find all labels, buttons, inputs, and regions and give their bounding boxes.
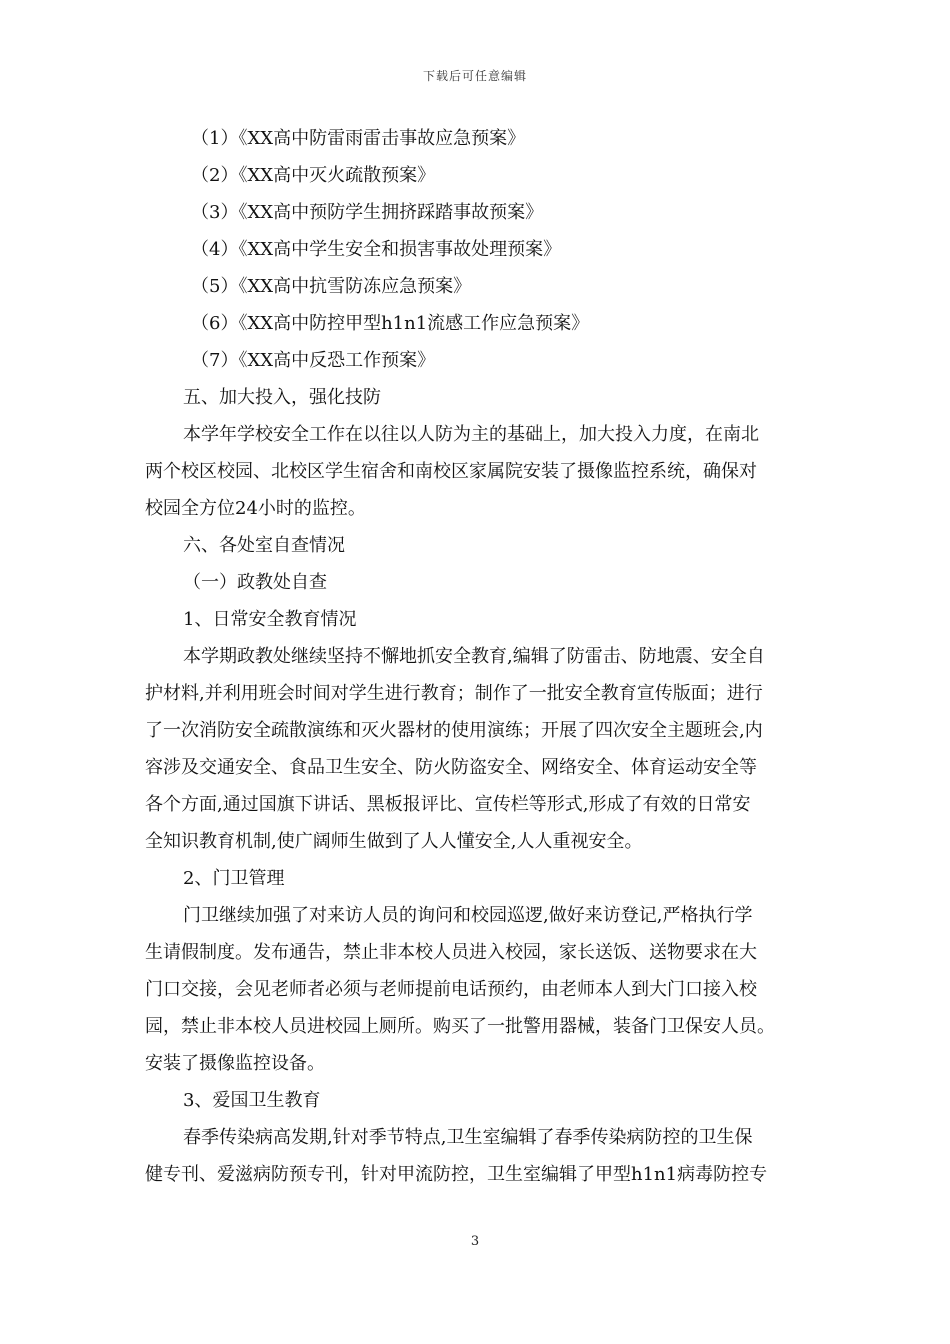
document-body xyxy=(145,120,807,1193)
list-item: （1）《XX高中防雷雨雷击事故应急预案》 xyxy=(191,128,526,149)
paragraph-line: 护材料,并利用班会时间对学生进行教育；制作了一批安全教育宣传版面；进行 xyxy=(145,683,763,704)
list-item: （3）《XX高中预防学生拥挤踩踏事故预案》 xyxy=(191,202,544,223)
paragraph-line: 全知识教育机制,使广阔师生做到了人人懂安全,人人重视安全。 xyxy=(145,831,643,852)
paragraph-line: 了一次消防安全疏散演练和灭火器材的使用演练；开展了四次安全主题班会,内 xyxy=(145,720,763,741)
paragraph xyxy=(145,638,807,860)
paragraph-line: 校园全方位24小时的监控。 xyxy=(145,498,366,519)
sub-heading: （一）政教处自查 xyxy=(183,572,327,593)
paragraph-line: 两个校区校园、北校区学生宿舍和南校区家属院安装了摄像监控系统，确保对 xyxy=(145,461,757,482)
list-item: （5）《XX高中抗雪防冻应急预案》 xyxy=(191,276,472,297)
section-heading: 五、加大投入，强化技防 xyxy=(183,387,381,408)
list-item: （4）《XX高中学生安全和损害事故处理预案》 xyxy=(191,239,562,260)
paragraph-line: 门卫继续加强了对来访人员的询问和校园巡逻,做好来访登记,严格执行学 xyxy=(183,905,753,926)
paragraph-line: 春季传染病高发期,针对季节特点,卫生室编辑了春季传染病防控的卫生保 xyxy=(183,1127,753,1148)
paragraph-line: 容涉及交通安全、食品卫生安全、防火防盗安全、网络安全、体育运动安全等 xyxy=(145,757,757,778)
paragraph-line: 门口交接，会见老师者必须与老师提前电话预约，由老师本人到大门口接入校 xyxy=(145,979,757,1000)
page-number: 3 xyxy=(470,1234,480,1249)
paragraph xyxy=(145,897,807,1082)
header-note: 下载后可任意编辑 xyxy=(422,69,527,83)
paragraph-line: 园，禁止非本校人员进校园上厕所。购买了一批警用器械，装备门卫保安人员。 xyxy=(145,1016,775,1037)
paragraph-line: 健专刊、爱滋病防预专刊，针对甲流防控，卫生室编辑了甲型h1n1病毒防控专 xyxy=(145,1164,768,1185)
paragraph xyxy=(145,416,807,527)
paragraph-line: 生请假制度。发布通告，禁止非本校人员进入校园，家长送饭、送物要求在大 xyxy=(145,942,757,963)
list-item: （2）《XX高中灭火疏散预案》 xyxy=(191,165,436,186)
paragraph-line: 安装了摄像监控设备。 xyxy=(145,1053,325,1074)
paragraph xyxy=(145,1119,807,1193)
list-item: （7）《XX高中反恐工作预案》 xyxy=(191,350,436,371)
item-heading: 1、日常安全教育情况 xyxy=(183,609,357,630)
item-heading: 2、门卫管理 xyxy=(183,868,285,889)
item-heading: 3、爱国卫生教育 xyxy=(183,1090,321,1111)
paragraph-line: 本学期政教处继续坚持不懈地抓安全教育,编辑了防雷击、防地震、安全自 xyxy=(183,646,765,667)
paragraph-line: 本学年学校安全工作在以往以人防为主的基础上，加大投入力度，在南北 xyxy=(183,424,759,445)
paragraph-line: 各个方面,通过国旗下讲话、黑板报评比、宣传栏等形式,形成了有效的日常安 xyxy=(145,794,751,815)
list-item: （6）《XX高中防控甲型h1n1流感工作应急预案》 xyxy=(191,313,590,334)
section-heading: 六、各处室自查情况 xyxy=(183,535,345,556)
